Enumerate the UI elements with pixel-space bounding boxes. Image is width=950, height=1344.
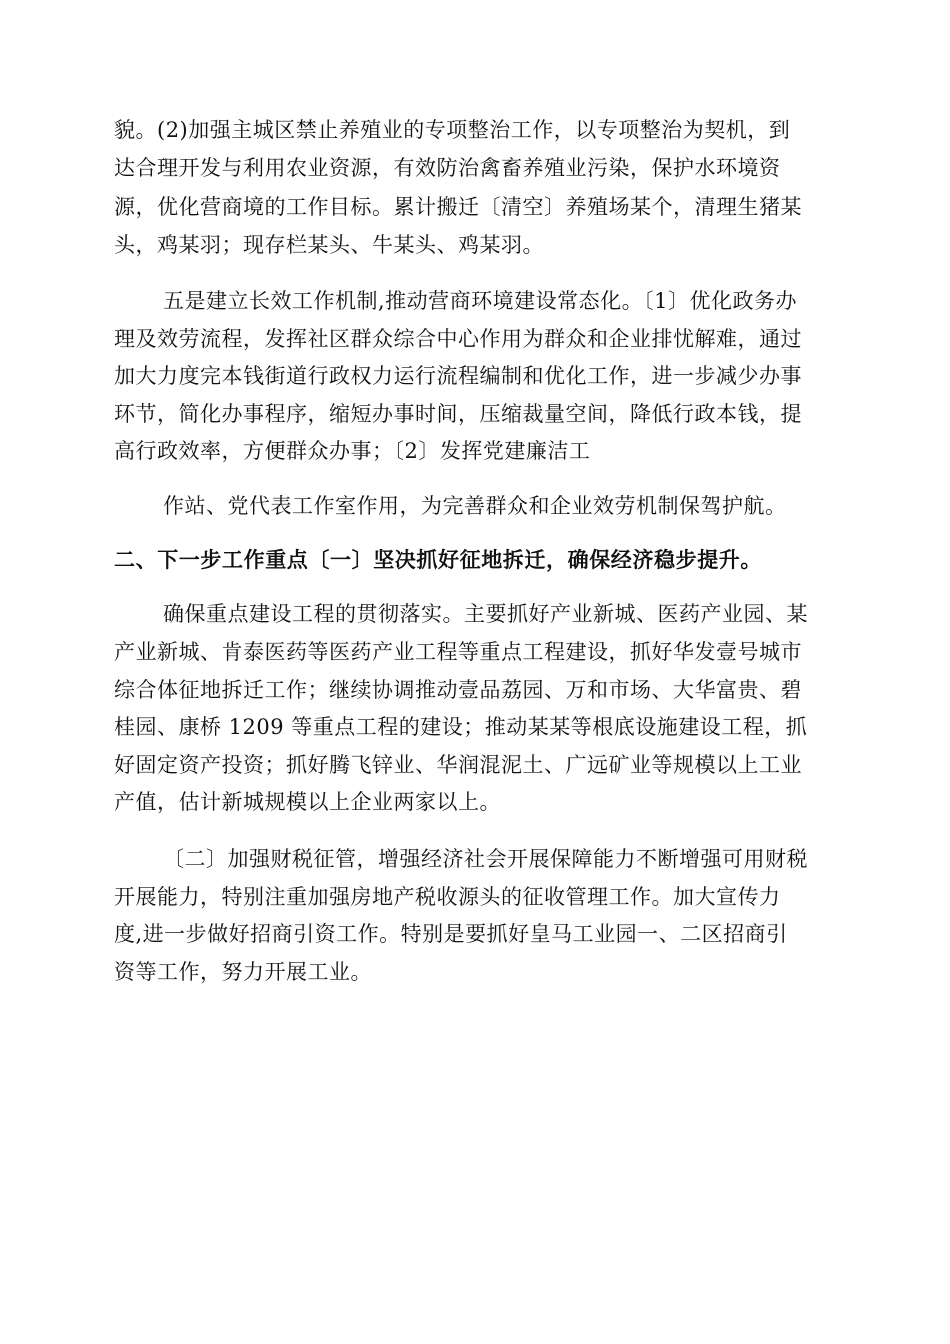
text-line: 产值，估计新城规模以上企业两家以上。: [114, 790, 501, 814]
text-line: 达合理开发与利用农业资源，有效防治禽畜养殖业污染，保护水环境资: [114, 156, 781, 180]
text-line: 头，鸡某羽；现存栏某头、牛某头、鸡某羽。: [114, 233, 544, 257]
text-line: 好固定资产投资；抓好腾飞锌业、华润混泥土、广远矿业等规模以上工业: [114, 753, 802, 777]
text-line: 〔二〕加强财税征管，增强经济社会开展保障能力不断增强可用财税: [163, 847, 808, 871]
text-line: 加大力度完本钱街道行政权力运行流程编制和优化工作，进一步减少办事: [114, 364, 802, 388]
text-line: 五是建立长效工作机制,推动营商环境建设常态化。〔1〕优化政务办: [163, 289, 798, 313]
text-line: 产业新城、肯泰医药等医药产业工程等重点工程建设，抓好华发壹号城市: [114, 640, 802, 664]
text-line: 确保重点建设工程的贯彻落实。主要抓好产业新城、医药产业园、某: [163, 602, 808, 626]
text-line: 理及效劳流程，发挥社区群众综合中心作用为群众和企业排忧解难，通过: [114, 327, 802, 351]
text-line: 开展能力，特别注重加强房地产税收源头的征收管理工作。加大宣传力: [114, 885, 781, 909]
text-line: 源，优化营商境的工作目标。累计搬迁〔清空〕养殖场某个，清理生猪某: [114, 195, 802, 219]
text-line: 高行政效率，方便群众办事；〔2〕发挥党建廉洁工: [114, 439, 591, 463]
text-line: 貌。(2)加强主城区禁止养殖业的专项整治工作，以专项整治为契机，到: [114, 118, 791, 142]
text-line: 桂园、康桥 1209 等重点工程的建设；推动某某等根底设施建设工程，抓: [114, 715, 808, 739]
text-line: 环节，简化办事程序，缩短办事时间，压缩裁量空间，降低行政本钱，提: [114, 402, 802, 426]
text-line: 资等工作，努力开展工业。: [114, 960, 372, 984]
text-line: 综合体征地拆迁工作；继续协调推动壹品荔园、万和市场、大华富贵、碧: [114, 678, 802, 702]
section-heading: 二、下一步工作重点〔一〕坚决抓好征地拆迁，确保经济稳步提升。: [114, 548, 762, 572]
text-line: 度,进一步做好招商引资工作。特别是要抓好皇马工业园一、二区招商引: [114, 922, 788, 946]
text-line: 作站、党代表工作室作用，为完善群众和企业效劳机制保驾护航。: [163, 494, 787, 518]
